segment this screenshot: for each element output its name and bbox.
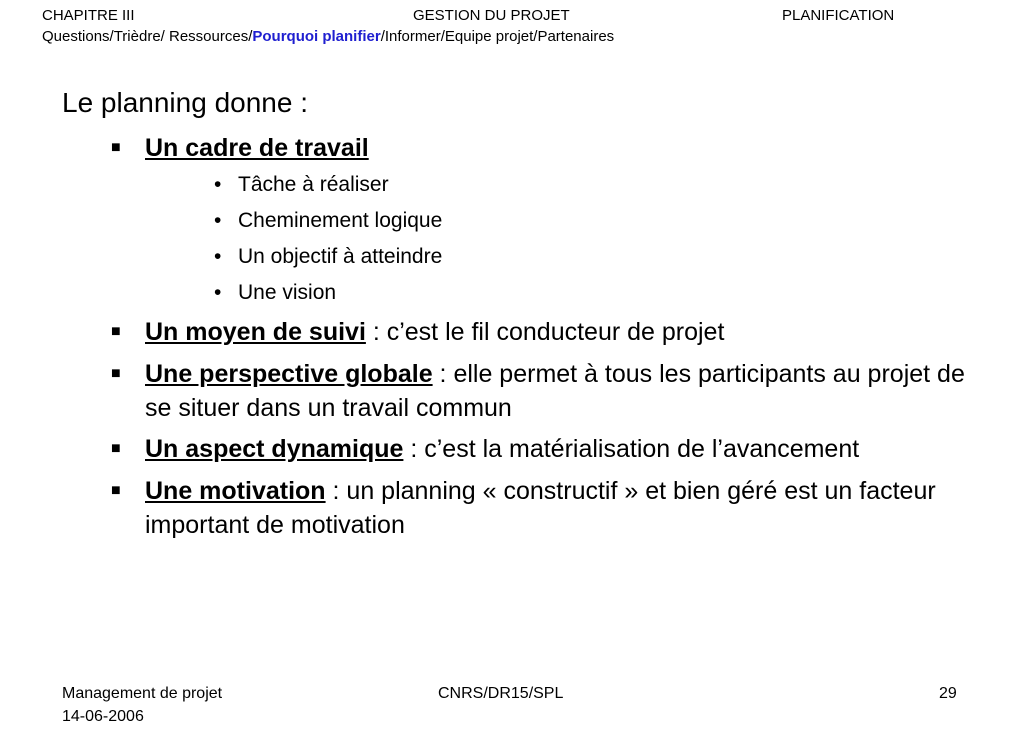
bullet-text: : elle permet à tous les participants au projet de se situer dans un travail commun <box>145 360 965 422</box>
dot-bullet-icon: • <box>214 173 222 196</box>
bullet-item <box>111 432 965 466</box>
sub-item-text: Un objectif à atteindre <box>238 245 443 268</box>
sub-item-text: Tâche à réaliser <box>238 173 389 196</box>
square-bullet-icon: ■ <box>111 365 121 382</box>
bullet-text: : c’est le fil conducteur de projet <box>365 318 725 346</box>
header-section: PLANIFICATION <box>782 7 895 24</box>
square-bullet-icon: ■ <box>111 482 121 499</box>
header-course: GESTION DU PROJET <box>413 7 570 24</box>
bullet-key: Un moyen de suivi <box>145 318 366 346</box>
breadcrumb <box>42 28 614 46</box>
breadcrumb-active: Pourquoi planifier <box>252 28 381 45</box>
bullet-key: Une perspective globale <box>145 360 433 388</box>
bullet-item <box>111 131 965 165</box>
sub-item <box>214 280 337 306</box>
bullet-item <box>111 474 965 542</box>
footer-date: 14-06-2006 <box>62 708 144 725</box>
square-bullet-icon: ■ <box>111 440 121 457</box>
page-number: 29 <box>939 685 957 702</box>
sub-item <box>214 172 389 198</box>
bullet-item <box>111 357 965 425</box>
sub-item <box>214 208 443 234</box>
bullet-key: Un cadre de travail <box>145 134 369 162</box>
square-bullet-icon: ■ <box>111 139 121 156</box>
sub-item-text: Cheminement logique <box>238 209 443 232</box>
dot-bullet-icon: • <box>214 281 222 304</box>
slide-title: Le planning donne : <box>62 87 308 118</box>
footer-course-name: Management de projet <box>62 685 223 702</box>
bullet-key: Un aspect dynamique <box>145 435 404 463</box>
dot-bullet-icon: • <box>214 209 222 232</box>
breadcrumb-after: /Informer/Equipe projet/Partenaires <box>380 28 615 45</box>
bullet-text: : c’est la matérialisation de l’avancement <box>403 435 860 463</box>
sub-item <box>214 244 443 270</box>
footer-organization: CNRS/DR15/SPL <box>438 685 564 702</box>
bullet-item <box>111 315 965 349</box>
bullet-text: : un planning « constructif » et bien géré est un facteur important de motivation <box>145 477 936 539</box>
bullet-key: Une motivation <box>145 477 326 505</box>
square-bullet-icon: ■ <box>111 323 121 340</box>
breadcrumb-before: Questions/Trièdre/ Ressources/ <box>42 28 253 45</box>
dot-bullet-icon: • <box>214 245 222 268</box>
sub-item-text: Une vision <box>238 281 337 304</box>
header-chapter: CHAPITRE III <box>42 7 135 24</box>
